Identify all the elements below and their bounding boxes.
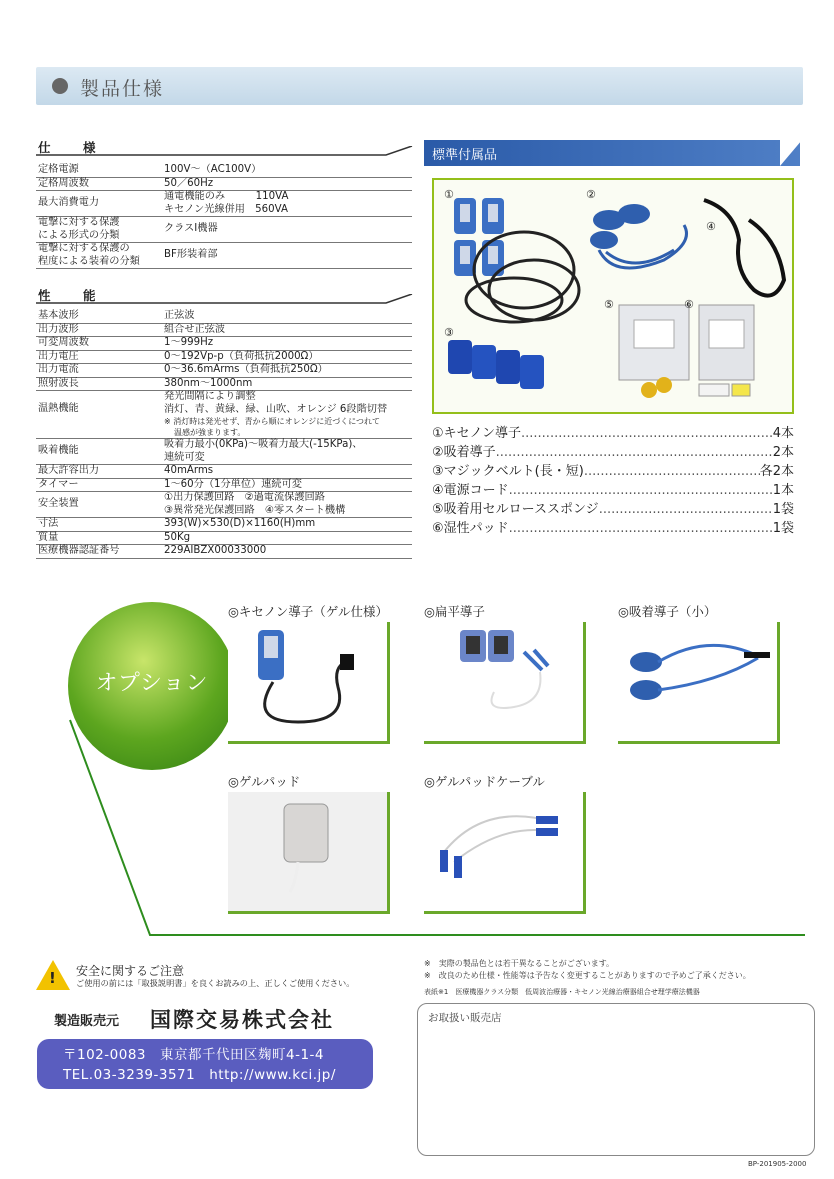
row-value [164,492,412,517]
row-value [164,391,412,438]
row-value: クラスⅠ機器 [164,223,218,234]
row-value: 100V～（AC100V） [164,164,262,175]
item-qty: 1袋 [772,521,794,536]
company-address: 〒102-0083 東京都千代田区麹町4-1-4 [63,1047,325,1063]
warning-icon: ! [36,960,70,990]
table-row [36,479,412,493]
option-card [618,622,780,744]
perf-heading: 性 能 [38,288,106,303]
row-value-line: ①出力保護回路 ②過電流保護回路 [164,492,325,503]
row-value-line: キセノン光線併用 560VA [164,203,288,215]
item-name: ②吸着導子 [432,445,496,460]
row-value: 0～36.6mArms（負荷抵抗250Ω） [164,364,328,375]
company-contact: TEL.03-3239-3571 http://www.kci.jp/ [63,1067,336,1083]
option-title: ◎キセノン導子（ゲル仕様） [228,604,389,619]
accessory-marker: ③ [444,326,454,339]
row-key: 出力電圧 [38,350,79,362]
spec-table [36,164,412,269]
row-value: 50／60Hz [164,177,214,189]
table-row [36,217,412,243]
bullet-icon [52,78,68,94]
item-name: ④電源コード [432,483,509,498]
table-row [36,439,412,465]
accessory-marker: ⑤ [604,298,614,311]
table-row [36,364,412,378]
list-item [432,481,794,500]
xenon-electrode-icon [454,198,579,322]
small-suction-electrode-icon [618,622,776,740]
row-key: 基本波形 [38,310,79,321]
accessories-heading: 標準付属品 [424,140,800,166]
row-key: 照射波長 [38,377,79,389]
row-key: 出力電流 [38,364,79,375]
option-title: ◎扁平導子 [424,604,485,619]
row-value [164,439,412,464]
table-row [36,337,412,351]
row-key: 吸着機能 [38,445,79,456]
table-row [36,164,412,178]
list-item [432,519,794,538]
maker-label: 製造販売元 [54,1014,120,1029]
row-value: 組合せ正弦波 [164,323,226,335]
row-note: ※ 消灯時は発光せず、青から順にオレンジに近づくにつれて [164,417,381,426]
item-name: ①キセノン導子 [432,426,522,441]
accessory-marker: ⑥ [684,298,694,311]
row-value-line: 連続可変 [164,451,205,463]
table-row [36,178,412,192]
table-row [36,310,412,324]
xenon-gel-electrode-icon [228,622,386,740]
item-qty: 4本 [772,426,794,441]
table-row [36,492,412,518]
row-key: 安全装置 [38,498,79,509]
row-value-line: ③異常発光保護回路 ④零スタート機構 [164,504,346,516]
table-row [36,545,412,559]
document-code: BP-201905-2000 [748,1160,807,1168]
row-key: 質量 [38,531,59,543]
item-name: ⑤吸着用セルローススポンジ [432,502,599,517]
address-box [37,1039,373,1089]
row-key: 最大消費電力 [38,197,100,208]
dealer-box [417,1003,815,1156]
notes [424,958,814,998]
heading-rule [36,294,414,306]
dealer-label: お取扱い販売店 [428,1012,502,1024]
option-card [228,792,390,914]
item-qty: 各2本 [759,464,794,479]
note-line: 表紙※1 医療機器クラス分類 低周波治療器・キセノン光線治療器組合せ理学療法機器 [424,988,700,996]
spec-heading: 仕 様 [38,140,106,155]
row-key-line: 電撃に対する保護 [38,217,120,228]
row-key: 出力波形 [38,323,79,335]
item-name: ⑥湿性パッド [432,521,509,536]
option-title: ◎ゲルパッドケーブル [424,774,545,789]
table-row [36,532,412,546]
list-item [432,443,794,462]
row-value: 40mArms [164,465,214,476]
gel-pad-icon [228,792,386,910]
row-key [36,217,164,242]
row-value-line: 発光間隔により調整 [164,391,256,402]
list-item [432,462,794,481]
magic-belt-icon [448,340,544,389]
row-value-line: 通電機能のみ 110VA [164,191,289,202]
perf-table [36,310,412,559]
row-value: 50Kg [164,531,191,543]
item-qty: 1袋 [772,502,794,517]
option-badge [68,602,236,770]
suction-electrode-icon [590,204,687,268]
company-name: 国際交易株式会社 [150,1008,334,1032]
option-title: ◎ゲルパッド [228,774,301,789]
row-value: 1～60分（1分単位）連続可変 [164,478,302,490]
table-row [36,465,412,479]
option-title: ◎吸着導子（小） [618,604,717,619]
table-row [36,191,412,217]
safety-notice [36,960,416,994]
list-item [432,500,794,519]
accessory-marker: ① [444,188,454,201]
row-key: 温熱機能 [38,403,79,414]
row-key: 可変周波数 [38,337,89,348]
accessories-illustration [434,180,792,412]
table-row [36,351,412,365]
safety-title: 安全に関するご注意 [76,964,185,978]
table-row [36,391,412,439]
row-key [36,243,164,268]
row-key: タイマー [38,478,79,490]
row-key-line: 電撃に対する保護の [38,243,130,254]
row-value: 1～999Hz [164,337,214,348]
heading-rule [36,146,414,158]
item-qty: 1本 [772,483,794,498]
row-value: 0～192Vp-p（負荷抵抗2000Ω） [164,350,319,362]
accessories-photo [432,178,794,414]
flat-electrode-icon [424,622,582,740]
option-label: オプション [95,671,209,696]
row-key: 定格周波数 [38,177,89,189]
row-value: 393(W)×530(D)×1160(H)mm [164,518,316,529]
row-key-line: による形式の分類 [38,229,120,241]
row-value: 正弦波 [164,310,195,321]
section-header [36,67,803,105]
note-line: ※ 改良のため仕様・性能等は予告なく変更することがありますので予めご了承ください。 [424,971,751,980]
heading-corner [780,140,802,166]
list-item [432,424,794,443]
note-line: ※ 実際の製品色とは若干異なることがございます。 [424,959,615,968]
row-key: 医療機器認証番号 [38,545,120,556]
accessory-marker: ④ [706,220,716,233]
row-value: 380nm～1000nm [164,377,253,389]
table-row [36,243,412,269]
row-value-line: 吸着力最小(0KPa)～吸着力最大(-15KPa)、 [164,439,363,450]
accessory-marker: ② [586,188,596,201]
accessory-list [432,424,794,538]
safety-text: ご使用の前には「取扱説明書」を良くお読みの上、正しくご使用ください。 [76,978,355,988]
option-card [228,622,390,744]
item-name: ③マジックベルト(長・短) [432,464,584,479]
page-title: 製品仕様 [80,78,165,100]
table-row [36,324,412,338]
power-cord-icon [704,200,784,296]
row-key: 定格電源 [38,164,79,175]
row-note: 温感が強まります。 [174,428,246,437]
table-row [36,378,412,392]
item-qty: 2本 [772,445,794,460]
row-key-line: 程度による装着の分類 [38,255,140,267]
gel-pad-cable-icon [424,792,582,910]
row-value [164,191,412,216]
row-value: 229AIBZX00033000 [164,545,267,556]
row-key: 最大許容出力 [38,465,100,476]
option-card [424,792,586,914]
row-value-line: 消灯、青、黄緑、緑、山吹、オレンジ 6段階切替 [164,403,388,415]
row-key: 寸法 [38,518,59,529]
option-card [424,622,586,744]
table-row [36,518,412,532]
row-value: BF形装着部 [164,249,218,260]
